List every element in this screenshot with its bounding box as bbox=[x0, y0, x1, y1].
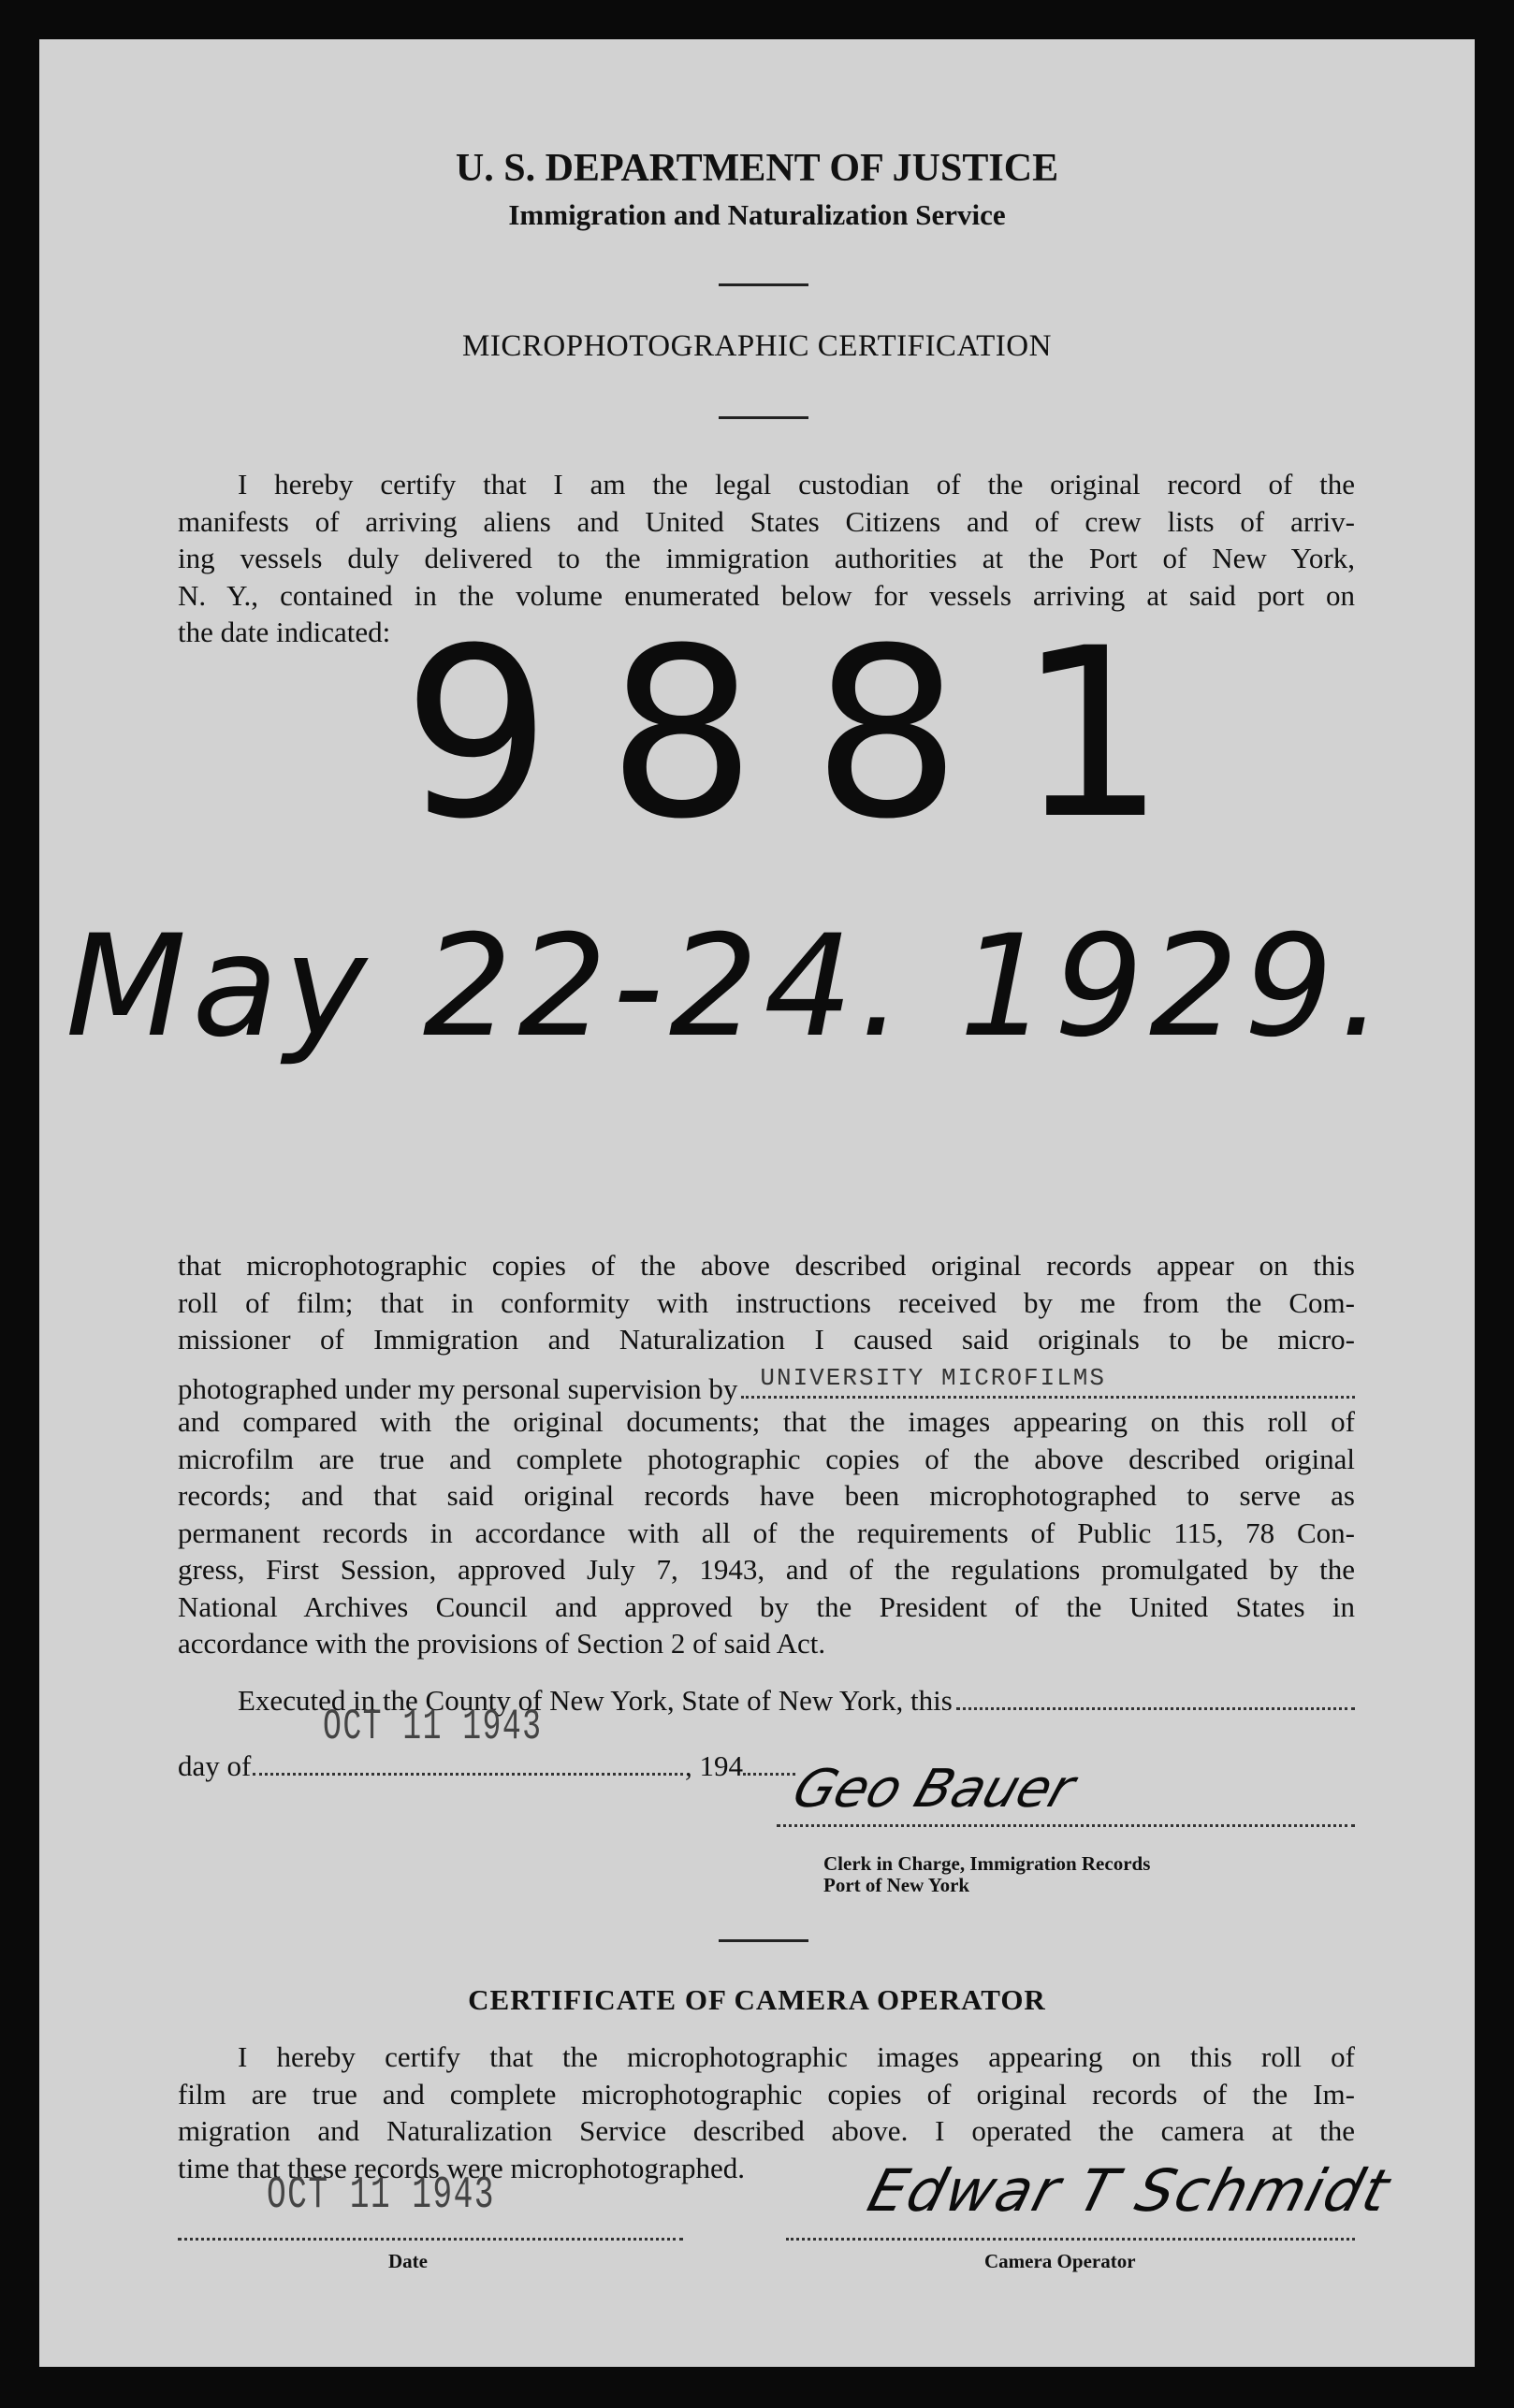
service-subheading: Immigration and Naturalization Service bbox=[508, 198, 1006, 231]
supervision-fill-line bbox=[741, 1364, 1355, 1399]
clerk-signature-line bbox=[777, 1824, 1355, 1827]
camera-line: film are true and complete microphotographic copies of original records of the Im- bbox=[178, 2077, 1355, 2111]
department-heading: U. S. DEPARTMENT OF JUSTICE bbox=[455, 147, 1059, 190]
camera-line: I hereby certify that the microphotographic images appearing on this roll of bbox=[238, 2040, 1355, 2073]
intro-line: manifests of arriving aliens and United States Citizens and of crew lists of arriv- bbox=[178, 504, 1355, 538]
year-fill-line bbox=[743, 1750, 795, 1776]
handwritten-date: May 22-24. 1929. bbox=[66, 906, 1390, 1068]
intro-line: N. Y., contained in the volume enumerated below for vessels arriving at said port on bbox=[178, 578, 1355, 612]
body-line: microfilm are true and complete photographic copies of the above described original bbox=[178, 1442, 1355, 1475]
supervision-line bbox=[178, 1364, 1355, 1406]
body-line: permanent records in accordance with all of the requirements of Public 115, 78 Con- bbox=[178, 1516, 1355, 1549]
body-line: gress, First Session, approved July 7, 1943, and of the regulations promulgated by the bbox=[178, 1553, 1355, 1586]
day-of-label: day of bbox=[178, 1749, 252, 1782]
clerk-title: Clerk in Charge, Immigration Records bbox=[823, 1852, 1151, 1875]
intro-line: ing vessels duly delivered to the immigration authorities at the Port of New York, bbox=[178, 542, 1355, 574]
body-line: records; and that said original records have been microphotographed to serve as bbox=[178, 1479, 1355, 1512]
supervision-label: photographed under my personal supervision by bbox=[178, 1372, 738, 1405]
body-line: accordance with the provisions of Section 2 of said Act. bbox=[178, 1627, 826, 1660]
body-paragraph-a bbox=[178, 1247, 1355, 1358]
executed-date-stamp: OCT 11 1943 bbox=[323, 1703, 543, 1751]
body-line: National Archives Council and approved by the President of the United States in bbox=[178, 1589, 1355, 1623]
body-paragraph-b bbox=[178, 1403, 1355, 1662]
clerk-signature: Geo Bauer bbox=[785, 1759, 1083, 1820]
year-label: , 194 bbox=[685, 1749, 743, 1782]
date-signature-line bbox=[178, 2238, 683, 2241]
day-of-line bbox=[178, 1749, 795, 1783]
divider bbox=[719, 283, 808, 286]
camera-operator-signature: Edwar T Schmidt bbox=[861, 2156, 1398, 2225]
camera-operator-label: Camera Operator bbox=[984, 2250, 1136, 2272]
clerk-port: Port of New York bbox=[823, 1874, 970, 1896]
body-line: that microphotographic copies of the above described original records appear on this bbox=[178, 1249, 1355, 1282]
intro-line: the date indicated: bbox=[178, 616, 391, 648]
camera-date-stamp: OCT 11 1943 bbox=[267, 2170, 495, 2221]
divider bbox=[719, 1939, 808, 1942]
day-of-fill-line bbox=[253, 1750, 683, 1776]
supervision-stamp: UNIVERSITY MICROFILMS bbox=[760, 1364, 1107, 1392]
certificate-page bbox=[39, 39, 1475, 2367]
body-line: and compared with the original documents; that the images appearing on this roll of bbox=[178, 1405, 1355, 1438]
handwritten-volume-number: 9881 bbox=[402, 598, 1223, 870]
camera-line: time that these records were microphotographed. bbox=[178, 2151, 745, 2184]
intro-line: I hereby certify that I am the legal custodian of the original record of the bbox=[238, 468, 1355, 500]
executed-text: Executed in the County of New York, State of New York, this bbox=[238, 1684, 953, 1717]
executed-fill-line bbox=[956, 1685, 1355, 1710]
date-label: Date bbox=[388, 2250, 428, 2272]
body-line: missioner of Immigration and Naturalization I caused said originals to be micro- bbox=[178, 1323, 1355, 1356]
camera-certificate-title: CERTIFICATE OF CAMERA OPERATOR bbox=[468, 1983, 1046, 2016]
certificate-title: MICROPHOTOGRAPHIC CERTIFICATION bbox=[462, 329, 1052, 363]
operator-signature-line bbox=[786, 2238, 1355, 2241]
body-line: roll of film; that in conformity with instructions received by me from the Com- bbox=[178, 1285, 1355, 1319]
camera-line: migration and Naturalization Service described above. I operated the camera at the bbox=[178, 2114, 1355, 2147]
divider bbox=[719, 416, 808, 419]
